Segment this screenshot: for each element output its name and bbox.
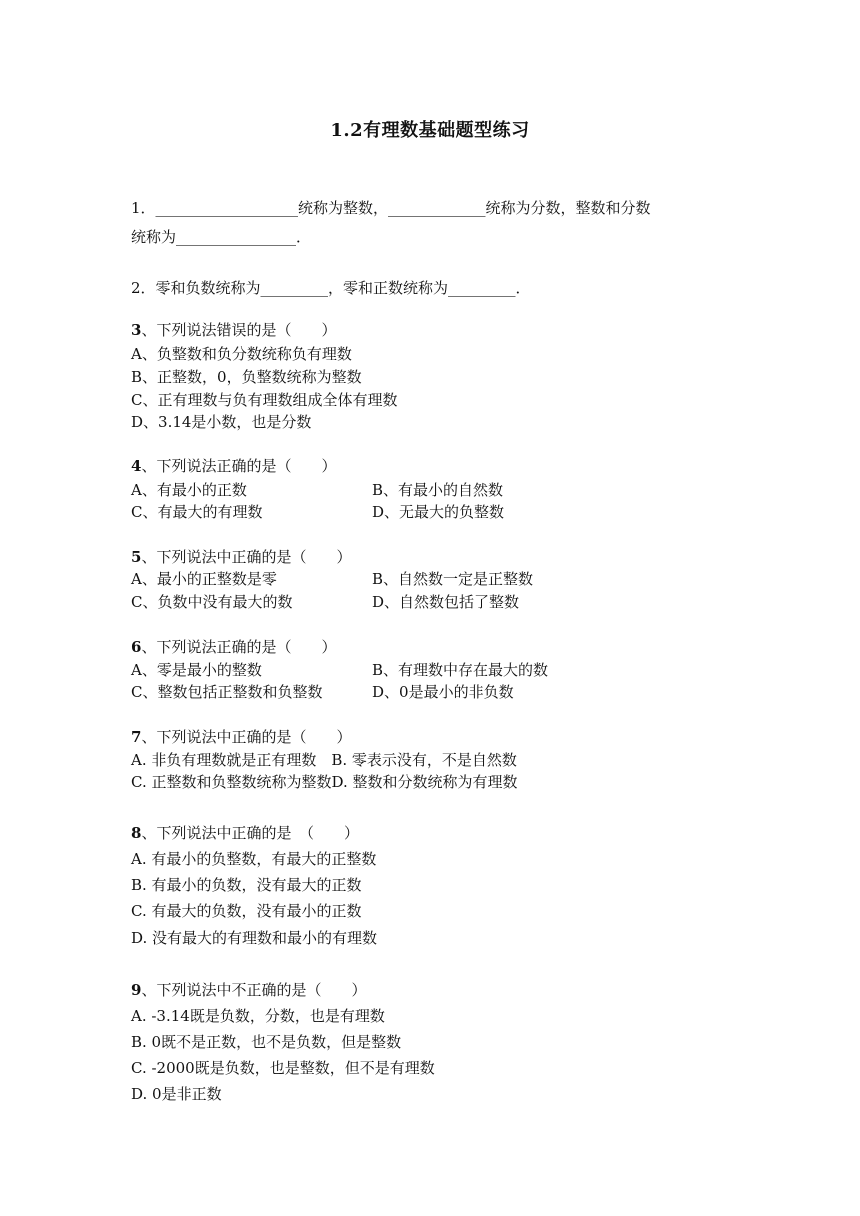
question-7-options-ab: A. 非负有理数就是正有理数 B. 零表示没有，不是自然数 — [131, 751, 517, 769]
question-9-option-b: B. 0既不是正数，也不是负数，但是整数 — [131, 1033, 402, 1051]
question-3-option-c: C、正有理数与负有理数组成全体有理数 — [131, 391, 398, 409]
question-6-option-d: D、0是最小的非负数 — [372, 683, 514, 701]
question-1-line-1: 1．___________________统称为整数，_____________统称为分数，整数和分数 — [131, 199, 651, 217]
question-8-option-a: A. 有最小的负整数，有最大的正整数 — [131, 850, 377, 868]
question-9-text: 、下列说法中不正确的是（ ） — [141, 981, 367, 999]
question-8-stem — [131, 823, 359, 843]
question-5-text: 、下列说法中正确的是（ ） — [141, 548, 352, 566]
question-8-text: 、下列说法中正确的是 （ ） — [141, 824, 359, 842]
question-8-option-b: B. 有最小的负数，没有最大的正数 — [131, 876, 362, 894]
question-3-stem — [131, 320, 336, 340]
question-7-stem — [131, 727, 351, 747]
question-4-option-c: C、有最大的有理数 — [131, 503, 263, 521]
question-7-number: 7 — [131, 728, 142, 746]
question-8-option-c: C. 有最大的负数，没有最小的正数 — [131, 902, 362, 920]
question-4-option-d: D、无最大的负整数 — [372, 503, 505, 521]
question-6-stem — [131, 637, 336, 657]
question-9-option-c: C. -2000既是负数，也是整数，但不是有理数 — [131, 1059, 435, 1077]
question-5-stem — [131, 547, 351, 567]
question-4-option-a: A、有最小的正数 — [131, 481, 247, 499]
question-6-number: 6 — [131, 638, 142, 656]
question-4-number: 4 — [131, 457, 142, 475]
question-9-option-a: A. -3.14既是负数，分数，也是有理数 — [131, 1007, 385, 1025]
page-title: 1.2有理数基础题型练习 — [330, 120, 530, 141]
question-3-text: 、下列说法错误的是（ ） — [141, 321, 337, 339]
question-9-number: 9 — [131, 981, 142, 999]
question-9-stem — [131, 980, 366, 1000]
question-5-option-d: D、自然数包括了整数 — [372, 593, 520, 611]
question-4-option-b: B、有最小的自然数 — [372, 481, 504, 499]
question-6-option-a: A、零是最小的整数 — [131, 661, 262, 679]
question-9-option-d: D. 0是非正数 — [131, 1085, 222, 1103]
question-3-option-a: A、负整数和负分数统称负有理数 — [131, 345, 352, 363]
question-6-option-c: C、整数包括正整数和负整数 — [131, 683, 323, 701]
question-5-option-a: A、最小的正整数是零 — [131, 570, 277, 588]
question-8-option-d: D. 没有最大的有理数和最小的有理数 — [131, 929, 378, 947]
question-3-number: 3 — [131, 321, 142, 339]
question-3-option-b: B、正整数，0，负整数统称为整数 — [131, 368, 362, 386]
question-5-number: 5 — [131, 548, 142, 566]
question-6-text: 、下列说法正确的是（ ） — [141, 638, 337, 656]
question-6-option-b: B、有理数中存在最大的数 — [372, 661, 549, 679]
question-2-line-1: 2．零和负数统称为_________，零和正数统称为_________． — [131, 279, 531, 297]
question-8-number: 8 — [131, 824, 142, 842]
question-3-option-d: D、3.14是小数，也是分数 — [131, 413, 312, 431]
question-5-option-c: C、负数中没有最大的数 — [131, 593, 293, 611]
question-7-options-cd: C. 正整数和负整数统称为整数D. 整数和分数统称为有理数 — [131, 773, 518, 791]
question-4-text: 、下列说法正确的是（ ） — [141, 457, 337, 475]
question-7-text: 、下列说法中正确的是（ ） — [141, 728, 352, 746]
question-5-option-b: B、自然数一定是正整数 — [372, 570, 534, 588]
question-1-line-2: 统称为________________． — [131, 228, 312, 246]
question-4-stem — [131, 456, 336, 476]
